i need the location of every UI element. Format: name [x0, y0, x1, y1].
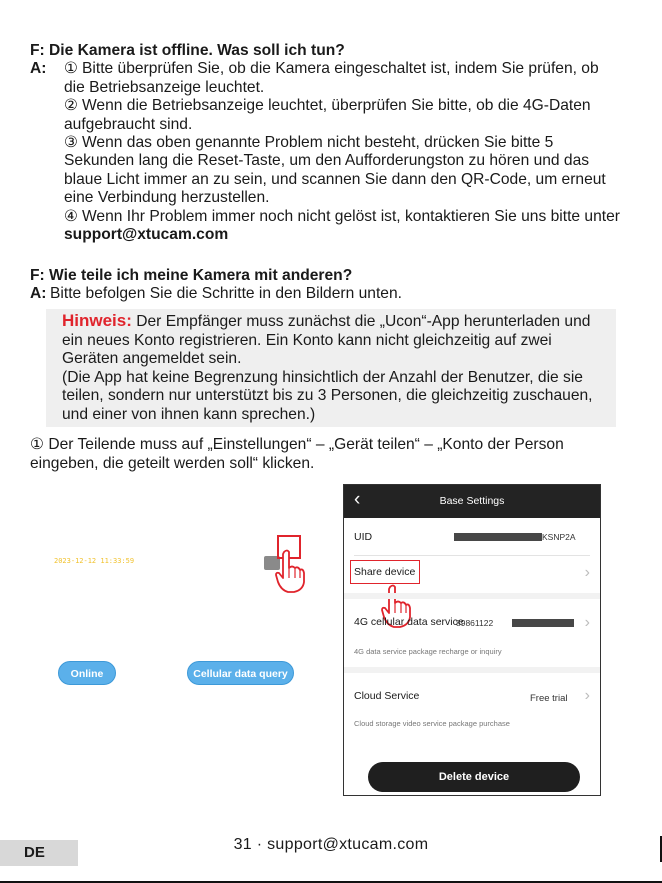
faq-offline	[30, 42, 620, 244]
chevron-right-icon: ›	[584, 564, 590, 581]
page-footer: 31 · support@xtucam.com	[233, 836, 429, 853]
redacted-uid	[454, 533, 542, 541]
answer-label: A:	[30, 285, 47, 303]
step-number: ①	[30, 436, 44, 453]
answer-item-4	[64, 208, 620, 245]
answer-item-2	[64, 97, 620, 134]
cellular-value: 89861122	[456, 618, 494, 628]
answer-item-3	[64, 134, 620, 208]
answer-text: Bitte befolgen Sie die Schritte in den Bildern unten.	[50, 285, 402, 303]
section-separator	[344, 593, 600, 599]
online-button[interactable]: Online	[58, 661, 116, 685]
timestamp: 2023-12-12 11:33:59	[54, 557, 135, 565]
step-1	[30, 435, 620, 473]
cloud-sub: Cloud storage video service package purchase	[354, 719, 510, 728]
support-email-link[interactable]: support@xtucam.com	[64, 226, 229, 244]
language-tag: DE	[0, 840, 78, 866]
item-number: ③	[64, 134, 78, 152]
cloud-value: Free trial	[530, 693, 568, 704]
uid-suffix: KSNP2A	[542, 532, 576, 542]
live-view-screenshot	[30, 486, 330, 706]
redacted-iccid	[512, 619, 574, 627]
cellular-data-query-button[interactable]: Cellular data query	[187, 661, 294, 685]
cloud-service-label[interactable]: Cloud Service	[354, 690, 420, 702]
hint-label: Hinweis:	[62, 311, 132, 330]
base-settings-screenshot	[343, 484, 601, 796]
back-chevron-icon[interactable]: ‹	[354, 489, 361, 510]
share-device-label[interactable]: Share device	[354, 566, 416, 578]
faq-share	[30, 267, 620, 304]
section-separator	[344, 667, 600, 673]
answer-item-1	[64, 60, 620, 97]
share-highlight-box	[350, 560, 420, 584]
question-share: F: Wie teile ich meine Kamera mit anderen?	[30, 267, 353, 284]
item-text: Wenn das oben genannte Problem nicht besteht, drücken Sie bitte 5 Sekunden lang die Reset-Taste, um den Aufforderungston zu hören und das blaue Licht immer an zu sein, und scannen Sie dann den QR-Code, um erneut eine Verbindung herzustellen.	[64, 134, 606, 207]
pointing-hand-icon	[274, 548, 308, 594]
item-number: ②	[64, 97, 78, 115]
item-number: ①	[64, 60, 78, 78]
cellular-service-label[interactable]: 4G cellular data service	[354, 616, 464, 628]
uid-label: UID	[354, 531, 373, 543]
answer-offline	[30, 60, 620, 244]
chevron-right-icon: ›	[584, 614, 590, 631]
hint-text-2: (Die App hat keine Begrenzung hinsichtlich der Anzahl der Benutzer, die sie teilen, sondern nur unterstützt bis zu 3 Personen, die gleichzeitig zuschauen, und einer von ihnen kann sprechen.)	[62, 368, 593, 423]
answer-label: A:	[30, 60, 47, 78]
item-text: Bitte überprüfen Sie, ob die Kamera eingeschaltet ist, indem Sie prüfen, ob die Betriebsanzeige leuchtet.	[64, 60, 599, 96]
phone-nav-bar	[344, 485, 600, 518]
question-offline: F: Die Kamera ist offline. Was soll ich tun?	[30, 42, 345, 59]
delete-device-button[interactable]: Delete device	[368, 762, 580, 792]
hint-text: Der Empfänger muss zunächst die „Ucon“-App herunterladen und ein neues Konto registrieren. Ein Konto kann nicht gleichzeitig auf zwei Geräten angemeldet sein.	[62, 313, 591, 368]
chevron-right-icon: ›	[584, 687, 590, 704]
item-text: Wenn die Betriebsanzeige leuchtet, überprüfen Sie bitte, ob die 4G-Daten aufgebraucht sind.	[64, 97, 591, 133]
answer-share	[30, 285, 620, 303]
item-text: Wenn Ihr Problem immer noch nicht gelöst ist, kontaktieren Sie uns bitte unter	[82, 207, 620, 225]
step-text: Der Teilende muss auf „Einstellungen“ – „Gerät teilen“ – „Konto der Person eingeben, die geteilt werden soll“ klicken.	[30, 436, 564, 472]
phone-title: Base Settings	[439, 495, 505, 507]
cellular-sub: 4G data service package recharge or inquiry	[354, 647, 502, 656]
divider	[354, 555, 590, 556]
hint-box	[46, 309, 616, 427]
item-number: ④	[64, 207, 78, 225]
